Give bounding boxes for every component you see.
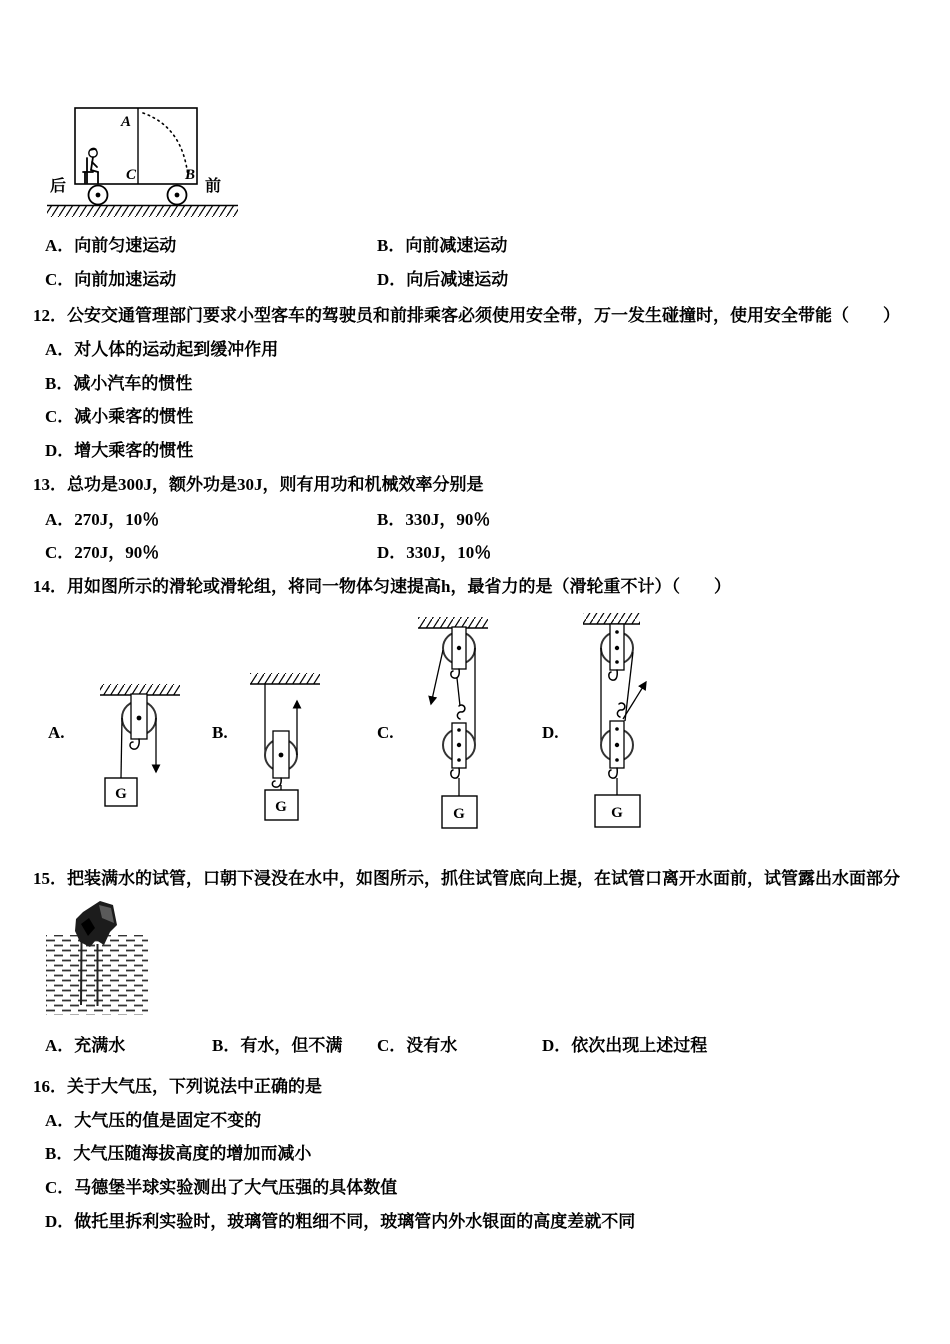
ground xyxy=(47,206,238,218)
q11-option-c: C．向前加速运动 xyxy=(45,270,177,289)
q11-option-d: D．向后减速运动 xyxy=(377,270,509,289)
q15-option-b: B．有水，但不满 xyxy=(212,1036,343,1055)
q16-option-b: B．大气压随海拔高度的增加而减小 xyxy=(45,1144,312,1163)
q12-option-c: C．减小乘客的惯性 xyxy=(45,407,194,426)
cart-point-b-label: B xyxy=(185,167,196,183)
pulley-diagram-b xyxy=(250,673,320,820)
pulley-option-a-label: A. xyxy=(48,723,65,742)
q16-option-d: D．做托里拆利实验时，玻璃管的粗细不同，玻璃管内外水银面的高度差就不同 xyxy=(45,1212,636,1231)
q16-option-a: A．大气压的值是固定不变的 xyxy=(45,1111,262,1130)
q12-option-a: A．对人体的运动起到缓冲作用 xyxy=(45,340,279,359)
falling-object-trajectory xyxy=(143,113,188,177)
cart-rear-label: 后 xyxy=(50,178,67,195)
q13-option-b: B．330J，90％ xyxy=(377,510,491,529)
pulley-diagram-c xyxy=(418,617,488,828)
q15-option-a: A．充满水 xyxy=(45,1036,126,1055)
cart-figure xyxy=(45,95,240,220)
q12-stem: 12．公安交通管理部门要求小型客车的驾驶员和前排乘客必须使用安全带，万一发生碰撞时，使用安全带能（ ） xyxy=(33,306,900,325)
q16-option-c: C．马德堡半球实验测出了大气压强的具体数值 xyxy=(45,1178,398,1197)
pulley-diagram-d xyxy=(583,613,646,827)
test-tube-figure xyxy=(45,898,180,1018)
q11-option-b: B．向前减速运动 xyxy=(377,236,508,255)
cart-front-label: 前 xyxy=(205,178,222,195)
q15-option-d: D．依次出现上述过程 xyxy=(542,1036,708,1055)
pulley-diagram-a xyxy=(100,684,180,806)
q11-option-a: A．向前匀速运动 xyxy=(45,236,177,255)
q14-stem: 14．用如图所示的滑轮或滑轮组，将同一物体匀速提高h，最省力的是（滑轮重不计）（ ） xyxy=(33,577,731,596)
q12-option-b: B．减小汽车的惯性 xyxy=(45,374,193,393)
pulley-options-figure xyxy=(40,608,665,856)
weight-label-a: G xyxy=(115,786,127,802)
weight-label-c: G xyxy=(453,806,465,822)
cart-point-c-label: C xyxy=(126,167,137,183)
weight-label-b: G xyxy=(275,799,287,815)
pulley-option-d-label: D. xyxy=(542,723,559,742)
force-arrow-d xyxy=(623,682,646,719)
q13-option-a: A．270J，10％ xyxy=(45,510,160,529)
seated-person xyxy=(83,148,98,183)
q15-option-c: C．没有水 xyxy=(377,1036,458,1055)
q13-option-c: C．270J，90％ xyxy=(45,543,160,562)
pulley-option-c-label: C. xyxy=(377,723,394,742)
cart-point-a-label: A xyxy=(121,114,132,130)
q12-option-d: D．增大乘客的惯性 xyxy=(45,441,194,460)
cart-wheels xyxy=(89,186,187,205)
q16-stem: 16．关于大气压，下列说法中正确的是 xyxy=(33,1077,322,1096)
q13-stem: 13．总功是300J，额外功是30J，则有用功和机械效率分别是 xyxy=(33,475,484,494)
q13-option-d: D．330J，10％ xyxy=(377,543,492,562)
pulley-option-b-label: B. xyxy=(212,723,228,742)
weight-label-d: G xyxy=(611,805,623,821)
q15-stem: 15．把装满水的试管，口朝下浸没在水中，如图所示，抓住试管底向上提，在试管口离开水面前，试管露出水面部分 xyxy=(33,869,900,888)
force-arrow-c xyxy=(431,650,443,704)
